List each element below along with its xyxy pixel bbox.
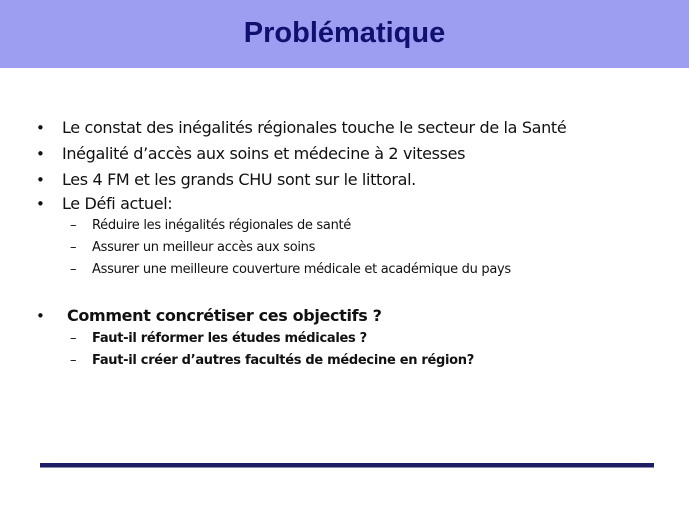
- dash-marker: –: [70, 240, 77, 255]
- sub-item-access: Assurer un meilleur accès aux soins: [92, 240, 316, 255]
- bullet-marker: •: [36, 119, 45, 137]
- bullet-marker: •: [36, 145, 45, 163]
- bullet-marker: •: [36, 171, 45, 189]
- footer-rule-shadow: [40, 467, 654, 468]
- question-sub-reform: Faut-il réformer les études médicales ?: [92, 331, 367, 346]
- dash-marker: –: [70, 262, 77, 277]
- bullet-marker: •: [36, 195, 45, 213]
- bullet-item-1: Le constat des inégalités régionales touche le secteur de la Santé: [62, 118, 567, 137]
- bullet-item-4: Le Défi actuel:: [62, 194, 173, 213]
- sub-item-coverage: Assurer une meilleure couverture médicale et académique du pays: [92, 262, 511, 277]
- dash-marker: –: [70, 218, 77, 233]
- dash-marker: –: [70, 331, 77, 346]
- question-sub-faculties: Faut-il créer d’autres facultés de médecine en région?: [92, 353, 475, 368]
- question-heading: Comment concrétiser ces objectifs ?: [67, 306, 382, 325]
- dash-marker: –: [70, 353, 77, 368]
- sub-item-reduce: Réduire les inégalités régionales de santé: [92, 218, 351, 233]
- bullet-item-3: Les 4 FM et les grands CHU sont sur le littoral.: [62, 170, 416, 189]
- bullet-item-2: Inégalité d’accès aux soins et médecine à 2 vitesses: [62, 144, 466, 163]
- bullet-marker: •: [36, 307, 45, 325]
- slide-title: Problématique: [243, 17, 446, 49]
